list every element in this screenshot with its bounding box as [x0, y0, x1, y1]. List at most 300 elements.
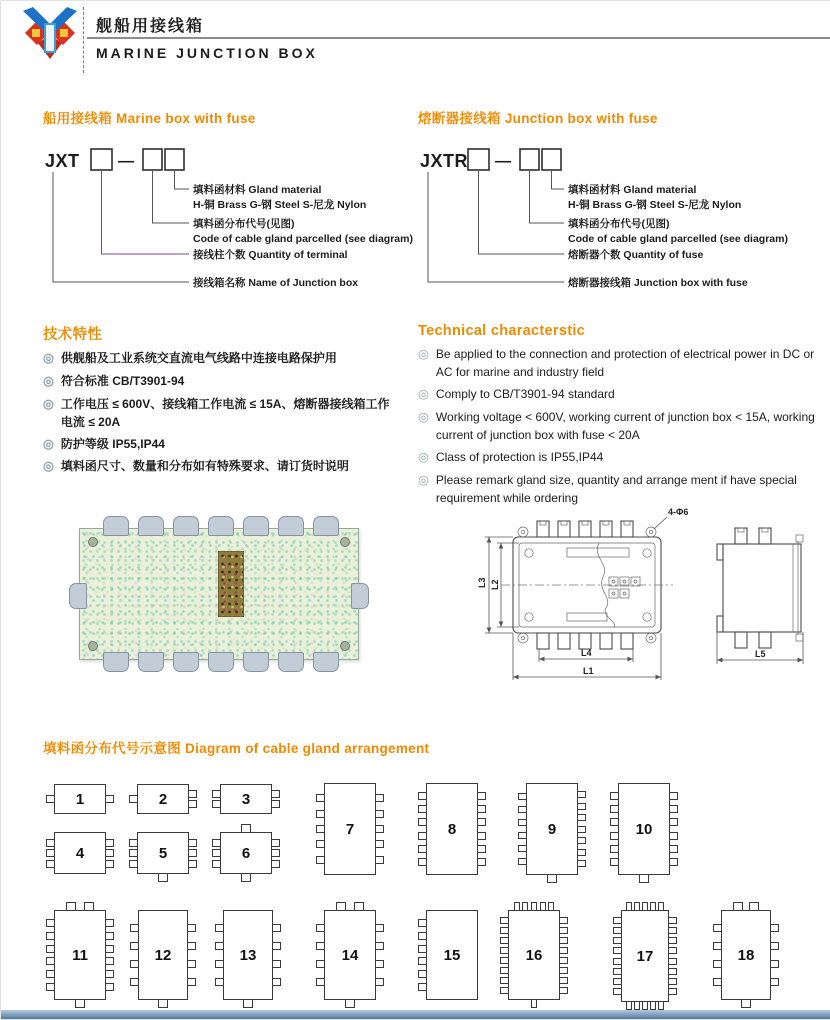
gland-tab-right	[559, 967, 568, 974]
bullet-icon: ◎	[43, 436, 54, 451]
dim-label-l1: L1	[583, 666, 594, 676]
gland-tab-right	[188, 800, 197, 808]
gland-tab-bottom	[626, 1001, 632, 1010]
tech-item-text: Class of protection is IP55,IP44	[435, 449, 604, 464]
model-box-code	[520, 149, 539, 170]
gland-box-13	[223, 910, 273, 1000]
photo-cable-gland	[138, 516, 164, 536]
screw	[340, 641, 350, 651]
gland-tab-left	[316, 978, 325, 986]
gland-box-number: 6	[241, 844, 251, 862]
callout-fuse-box-name: 熔断器接线箱 Junction box with fuse	[568, 277, 748, 289]
gland-box-14	[324, 910, 376, 1000]
gland-tab-left	[418, 945, 427, 953]
gland-tab-bottom	[158, 873, 168, 882]
gland-tab-right	[577, 791, 586, 798]
gland-tab-right	[375, 794, 384, 802]
gland-tab-left	[418, 845, 427, 853]
gland-tab-right	[770, 924, 779, 932]
tech-item-text: Comply to CB/T3901-94 standard	[435, 387, 615, 401]
callout-code-cn: 填料函分布代号(见图)	[568, 218, 670, 230]
tech-item	[418, 448, 816, 467]
gland-tab-left	[212, 790, 221, 798]
gland-tab-left	[129, 795, 138, 803]
gland-tab-right	[272, 942, 281, 950]
gland-box-number: 12	[154, 946, 172, 964]
model-box-fuse-qty	[468, 149, 489, 170]
gland-box-12	[138, 910, 188, 1000]
gland-tab-top	[514, 902, 520, 911]
gland-tab-right	[559, 947, 568, 954]
gland-tab-right	[559, 927, 568, 934]
tech-item	[418, 345, 816, 381]
gland-tab-right	[271, 839, 280, 847]
gland-tab-right	[271, 800, 280, 808]
gland-tab-left	[518, 845, 527, 852]
gland-tab-right	[559, 987, 568, 994]
tech-item	[43, 349, 395, 368]
gland-tab-left	[418, 818, 427, 826]
gland-tab-left	[212, 849, 221, 857]
gland-tab-left	[212, 800, 221, 808]
gland-tab-bottom	[241, 873, 251, 882]
tech-item-text: Be applied to the connection and protection of electrical power in DC or AC for marine and industry field	[435, 347, 815, 379]
gland-tab-left	[610, 858, 619, 866]
gland-box-number: 15	[443, 946, 461, 964]
bullet-icon: ◎	[43, 459, 54, 474]
model-box-code	[143, 149, 162, 170]
gland-tab-right	[375, 942, 384, 950]
brand-logo	[17, 7, 83, 71]
tech-list-cn	[43, 349, 395, 480]
tech-item	[418, 471, 816, 507]
gland-tab-left	[418, 858, 427, 866]
tech-list-en	[418, 345, 816, 511]
gland-tab-right	[375, 978, 384, 986]
gland-tab-left	[418, 919, 427, 927]
callout-line	[53, 172, 189, 282]
model-separator: —	[118, 153, 134, 170]
gland-box-number: 17	[636, 947, 654, 965]
dim-label-l5: L5	[755, 649, 766, 659]
gland-tab-top	[66, 902, 76, 911]
gland-tab-left	[130, 924, 139, 932]
gland-tab-bottom	[658, 1001, 664, 1010]
photo-cable-gland	[208, 652, 234, 672]
gland-tab-left	[46, 919, 55, 927]
gland-tab-right	[272, 960, 281, 968]
screw	[88, 641, 98, 651]
gland-tab-left	[610, 818, 619, 826]
gland-tab-right	[272, 978, 281, 986]
gland-tab-top	[548, 902, 554, 911]
gland-tab-left	[130, 978, 139, 986]
gland-tab-right	[559, 977, 568, 984]
gland-tab-left	[418, 832, 427, 840]
gland-diagram-canvas	[1, 776, 830, 1011]
photo-cable-gland	[313, 516, 339, 536]
callout-line	[102, 170, 190, 254]
gland-tab-top	[531, 902, 537, 911]
gland-tab-right	[577, 826, 586, 833]
gland-tab-left	[46, 860, 55, 868]
gland-tab-right	[559, 937, 568, 944]
gland-tab-right	[477, 845, 486, 853]
photo-cable-gland	[208, 516, 234, 536]
dim-label-l3: L3	[477, 577, 487, 588]
gland-box-number: 3	[241, 790, 251, 808]
gland-tab-left	[500, 977, 509, 984]
gland-tab-top	[241, 824, 251, 833]
gland-tab-right	[375, 825, 384, 833]
gland-tab-right	[105, 970, 114, 978]
gland-tab-right	[577, 837, 586, 844]
gland-tab-right	[188, 839, 197, 847]
gland-tab-right	[559, 957, 568, 964]
gland-tab-left	[212, 839, 221, 847]
gland-tab-top	[354, 902, 364, 911]
gland-tab-right	[669, 818, 678, 826]
hole-callout-label: 4-Φ6	[668, 507, 689, 517]
photo-cable-gland	[278, 652, 304, 672]
gland-tab-left	[518, 819, 527, 826]
gland-tab-left	[46, 849, 55, 857]
tech-item-text: 防护等级 IP55,IP44	[60, 436, 165, 451]
gland-box-number: 9	[547, 820, 557, 838]
gland-tab-left	[316, 825, 325, 833]
gland-section-heading: 填料函分布代号示意图 Diagram of cable gland arrangement	[43, 741, 430, 756]
gland-tab-right	[187, 942, 196, 950]
gland-tab-right	[668, 968, 677, 975]
photo-cable-gland	[351, 583, 369, 609]
model-prefix: JXT	[45, 151, 80, 171]
callout-name: 接线箱名称 Name of Junction box	[193, 277, 359, 289]
side-view-drawing	[717, 528, 803, 664]
tech-item-text: Working voltage < 600V, working current of junction box < 15A, working current of junction box with fuse < 20A	[435, 409, 815, 442]
gland-tab-left	[129, 849, 138, 857]
gland-tab-left	[130, 942, 139, 950]
gland-tab-left	[418, 957, 427, 965]
gland-tab-left	[613, 947, 622, 954]
gland-tab-bottom	[642, 1001, 648, 1010]
callout-line	[530, 170, 565, 223]
gland-tab-right	[577, 814, 586, 821]
gland-tab-top	[336, 902, 346, 911]
gland-tab-left	[613, 927, 622, 934]
gland-tab-right	[770, 978, 779, 986]
gland-tab-left	[316, 794, 325, 802]
gland-box-number: 11	[72, 946, 88, 964]
gland-tab-right	[668, 988, 677, 995]
gland-tab-top	[650, 902, 656, 911]
gland-tab-left	[46, 983, 55, 991]
callout-gland-material: 填料函材料 Gland material	[193, 184, 322, 196]
gland-tab-bottom	[634, 1001, 640, 1010]
model-code-diagram-jxtr	[418, 137, 790, 299]
gland-tab-top	[540, 902, 546, 911]
gland-tab-bottom	[741, 999, 751, 1008]
gland-tab-right	[375, 840, 384, 848]
gland-tab-top	[733, 902, 743, 911]
gland-tab-top	[642, 902, 648, 911]
gland-tab-left	[46, 795, 55, 803]
gland-box-1	[54, 784, 106, 814]
photo-cable-gland	[313, 652, 339, 672]
gland-tab-right	[577, 860, 586, 867]
dim-label-l4: L4	[581, 648, 592, 658]
gland-tab-right	[375, 960, 384, 968]
gland-tab-right	[272, 924, 281, 932]
gland-tab-right	[577, 849, 586, 856]
model-box-terminal	[91, 149, 112, 170]
gland-tab-left	[500, 917, 509, 924]
gland-tab-right	[105, 839, 114, 847]
tech-item	[43, 457, 395, 476]
gland-box-4	[54, 832, 106, 874]
gland-tab-right	[770, 942, 779, 950]
gland-tab-right	[477, 832, 486, 840]
gland-tab-right	[669, 858, 678, 866]
gland-tab-top	[658, 902, 664, 911]
model-box-material	[542, 149, 561, 170]
gland-tab-left	[418, 792, 427, 800]
gland-box-number: 2	[158, 790, 168, 808]
callout-line	[153, 170, 190, 223]
model-prefix: JXTR	[420, 151, 469, 171]
callout-code-en: Code of cable gland parcelled (see diagram)	[568, 233, 788, 245]
page-title-en: MARINE JUNCTION BOX	[96, 45, 318, 61]
gland-tab-left	[215, 942, 224, 950]
gland-tab-left	[518, 806, 527, 813]
gland-box-6	[220, 832, 272, 874]
gland-tab-left	[418, 983, 427, 991]
gland-tab-right	[477, 805, 486, 813]
gland-box-number: 13	[239, 946, 257, 964]
gland-tab-right	[187, 960, 196, 968]
model-box-material	[165, 149, 184, 170]
gland-tab-left	[613, 968, 622, 975]
gland-tab-left	[418, 932, 427, 940]
gland-tab-top	[522, 902, 528, 911]
tech-item	[43, 395, 395, 431]
bullet-icon: ◎	[418, 347, 429, 361]
bullet-icon: ◎	[418, 472, 429, 487]
photo-cable-gland	[173, 652, 199, 672]
gland-tab-right	[375, 924, 384, 932]
tech-item	[418, 385, 816, 404]
gland-tab-left	[500, 937, 509, 944]
gland-tab-left	[613, 988, 622, 995]
screw	[88, 537, 98, 547]
gland-box-10	[618, 783, 670, 875]
gland-tab-left	[129, 860, 138, 868]
callout-quantity: 接线柱个数 Quantity of terminal	[193, 249, 348, 261]
gland-tab-left	[500, 957, 509, 964]
gland-tab-right	[271, 790, 280, 798]
gland-tab-left	[613, 958, 622, 965]
gland-tab-right	[477, 858, 486, 866]
gland-tab-left	[130, 960, 139, 968]
callout-code-cn: 填料函分布代号(见图)	[193, 218, 295, 230]
photo-cable-gland	[138, 652, 164, 672]
gland-tab-right	[668, 927, 677, 934]
gland-tab-right	[668, 937, 677, 944]
section-heading-marine-box: 船用接线箱 Marine box with fuse	[43, 111, 256, 126]
callout-material-options: H-铜 Brass G-钢 Steel S-尼龙 Nylon	[568, 199, 742, 211]
gland-tab-bottom	[547, 874, 557, 883]
callout-gland-material: 填料函材料 Gland material	[568, 184, 697, 196]
tech-item	[43, 372, 395, 391]
gland-tab-right	[271, 860, 280, 868]
gland-tab-right	[577, 803, 586, 810]
gland-tab-left	[46, 945, 55, 953]
bullet-icon: ◎	[418, 449, 429, 464]
gland-box-2	[137, 784, 189, 814]
gland-tab-left	[316, 856, 325, 864]
tech-item-text: Please remark gland size, quantity and arrange ment if have special requirement while ordering	[435, 472, 797, 505]
gland-tab-left	[518, 832, 527, 839]
gland-tab-left	[500, 987, 509, 994]
section-heading-fuse-box: 熔断器接线箱 Junction box with fuse	[418, 111, 658, 126]
gland-tab-bottom	[650, 1001, 656, 1010]
gland-tab-left	[46, 839, 55, 847]
tech-item	[418, 408, 816, 444]
dim-label-l2: L2	[490, 579, 500, 590]
tech-item	[43, 435, 395, 454]
gland-tab-right	[668, 958, 677, 965]
gland-tab-bottom	[243, 999, 253, 1008]
gland-box-18	[721, 910, 771, 1000]
tech-item-text: 填料函尺寸、数量和分布如有特殊要求、请订货时说明	[60, 459, 349, 474]
tech-item-text: 供舰船及工业系统交直流电气线路中连接电路保护用	[60, 351, 337, 365]
gland-tab-left	[713, 942, 722, 950]
gland-tab-left	[613, 937, 622, 944]
gland-tab-right	[770, 960, 779, 968]
gland-tab-right	[375, 856, 384, 864]
gland-tab-right	[105, 932, 114, 940]
gland-tab-left	[610, 805, 619, 813]
callout-fuse-quantity: 熔断器个数 Quantity of fuse	[568, 249, 704, 261]
gland-box-16	[508, 910, 560, 1000]
gland-tab-left	[713, 960, 722, 968]
gland-tab-right	[668, 917, 677, 924]
gland-tab-left	[500, 927, 509, 934]
gland-box-15	[426, 910, 478, 1000]
gland-box-17	[621, 910, 669, 1002]
gland-tab-bottom	[158, 999, 168, 1008]
gland-tab-right	[559, 917, 568, 924]
gland-box-number: 1	[75, 790, 85, 808]
gland-tab-right	[375, 810, 384, 818]
callout-material-options: H-铜 Brass G-钢 Steel S-尼龙 Nylon	[193, 199, 367, 211]
gland-box-11	[54, 910, 106, 1000]
callout-code-en: Code of cable gland parcelled (see diagram)	[193, 233, 413, 245]
bullet-icon: ◎	[418, 409, 429, 424]
gland-box-number: 5	[158, 844, 168, 862]
bullet-icon: ◎	[43, 351, 54, 365]
screw	[340, 537, 350, 547]
gland-tab-right	[669, 832, 678, 840]
gland-tab-right	[188, 849, 197, 857]
gland-tab-left	[610, 792, 619, 800]
gland-tab-right	[105, 983, 114, 991]
gland-tab-left	[46, 970, 55, 978]
photo-cable-gland	[278, 516, 304, 536]
gland-tab-bottom	[639, 874, 649, 883]
photo-cable-gland	[243, 652, 269, 672]
gland-tab-right	[271, 849, 280, 857]
gland-tab-right	[105, 945, 114, 953]
gland-box-number: 4	[75, 844, 85, 862]
gland-box-number: 8	[447, 820, 457, 838]
gland-tab-left	[316, 810, 325, 818]
gland-tab-right	[188, 790, 197, 798]
model-code-diagram-jxt	[43, 137, 415, 299]
gland-tab-bottom	[531, 999, 537, 1008]
gland-box-8	[426, 783, 478, 875]
gland-tab-left	[713, 924, 722, 932]
gland-box-number: 10	[635, 820, 653, 838]
gland-tab-left	[613, 978, 622, 985]
gland-tab-left	[518, 858, 527, 865]
gland-tab-left	[610, 832, 619, 840]
gland-tab-left	[316, 840, 325, 848]
gland-tab-left	[46, 932, 55, 940]
header-divider	[83, 7, 84, 73]
tech-item-text: 符合标准 CB/T3901-94	[60, 373, 185, 388]
callout-line	[428, 172, 564, 282]
gland-tab-right	[668, 947, 677, 954]
model-separator: —	[495, 153, 511, 170]
gland-tab-left	[46, 957, 55, 965]
junction-box-photo-body	[79, 528, 359, 660]
tech-item-text: 工作电压 ≤ 600V、接线箱工作电流 ≤ 15A、熔断器接线箱工作电流 ≤ 20A	[60, 396, 390, 429]
gland-tab-left	[713, 978, 722, 986]
gland-tab-left	[215, 978, 224, 986]
gland-tab-top	[626, 902, 632, 911]
gland-tab-left	[215, 924, 224, 932]
gland-tab-left	[500, 947, 509, 954]
gland-tab-left	[316, 960, 325, 968]
gland-tab-left	[316, 942, 325, 950]
gland-tab-left	[500, 967, 509, 974]
gland-tab-right	[668, 978, 677, 985]
gland-tab-left	[418, 970, 427, 978]
gland-tab-right	[105, 860, 114, 868]
header-rule	[87, 37, 830, 39]
gland-box-number: 7	[345, 820, 355, 838]
gland-tab-right	[477, 818, 486, 826]
photo-cable-gland	[103, 516, 129, 536]
nameplate	[218, 551, 244, 617]
gland-tab-right	[669, 805, 678, 813]
gland-box-5	[137, 832, 189, 874]
gland-tab-left	[613, 917, 622, 924]
gland-tab-right	[105, 919, 114, 927]
photo-cable-gland	[243, 516, 269, 536]
gland-tab-right	[188, 860, 197, 868]
photo-cable-gland	[173, 516, 199, 536]
gland-box-number: 14	[341, 946, 359, 964]
bullet-icon: ◎	[418, 387, 429, 401]
gland-tab-right	[669, 845, 678, 853]
gland-tab-left	[129, 839, 138, 847]
photo-cable-gland	[103, 652, 129, 672]
gland-box-9	[526, 783, 578, 875]
page-title-cn: 舰船用接线箱	[96, 18, 205, 35]
gland-tab-top	[634, 902, 640, 911]
bullet-icon: ◎	[43, 373, 54, 388]
